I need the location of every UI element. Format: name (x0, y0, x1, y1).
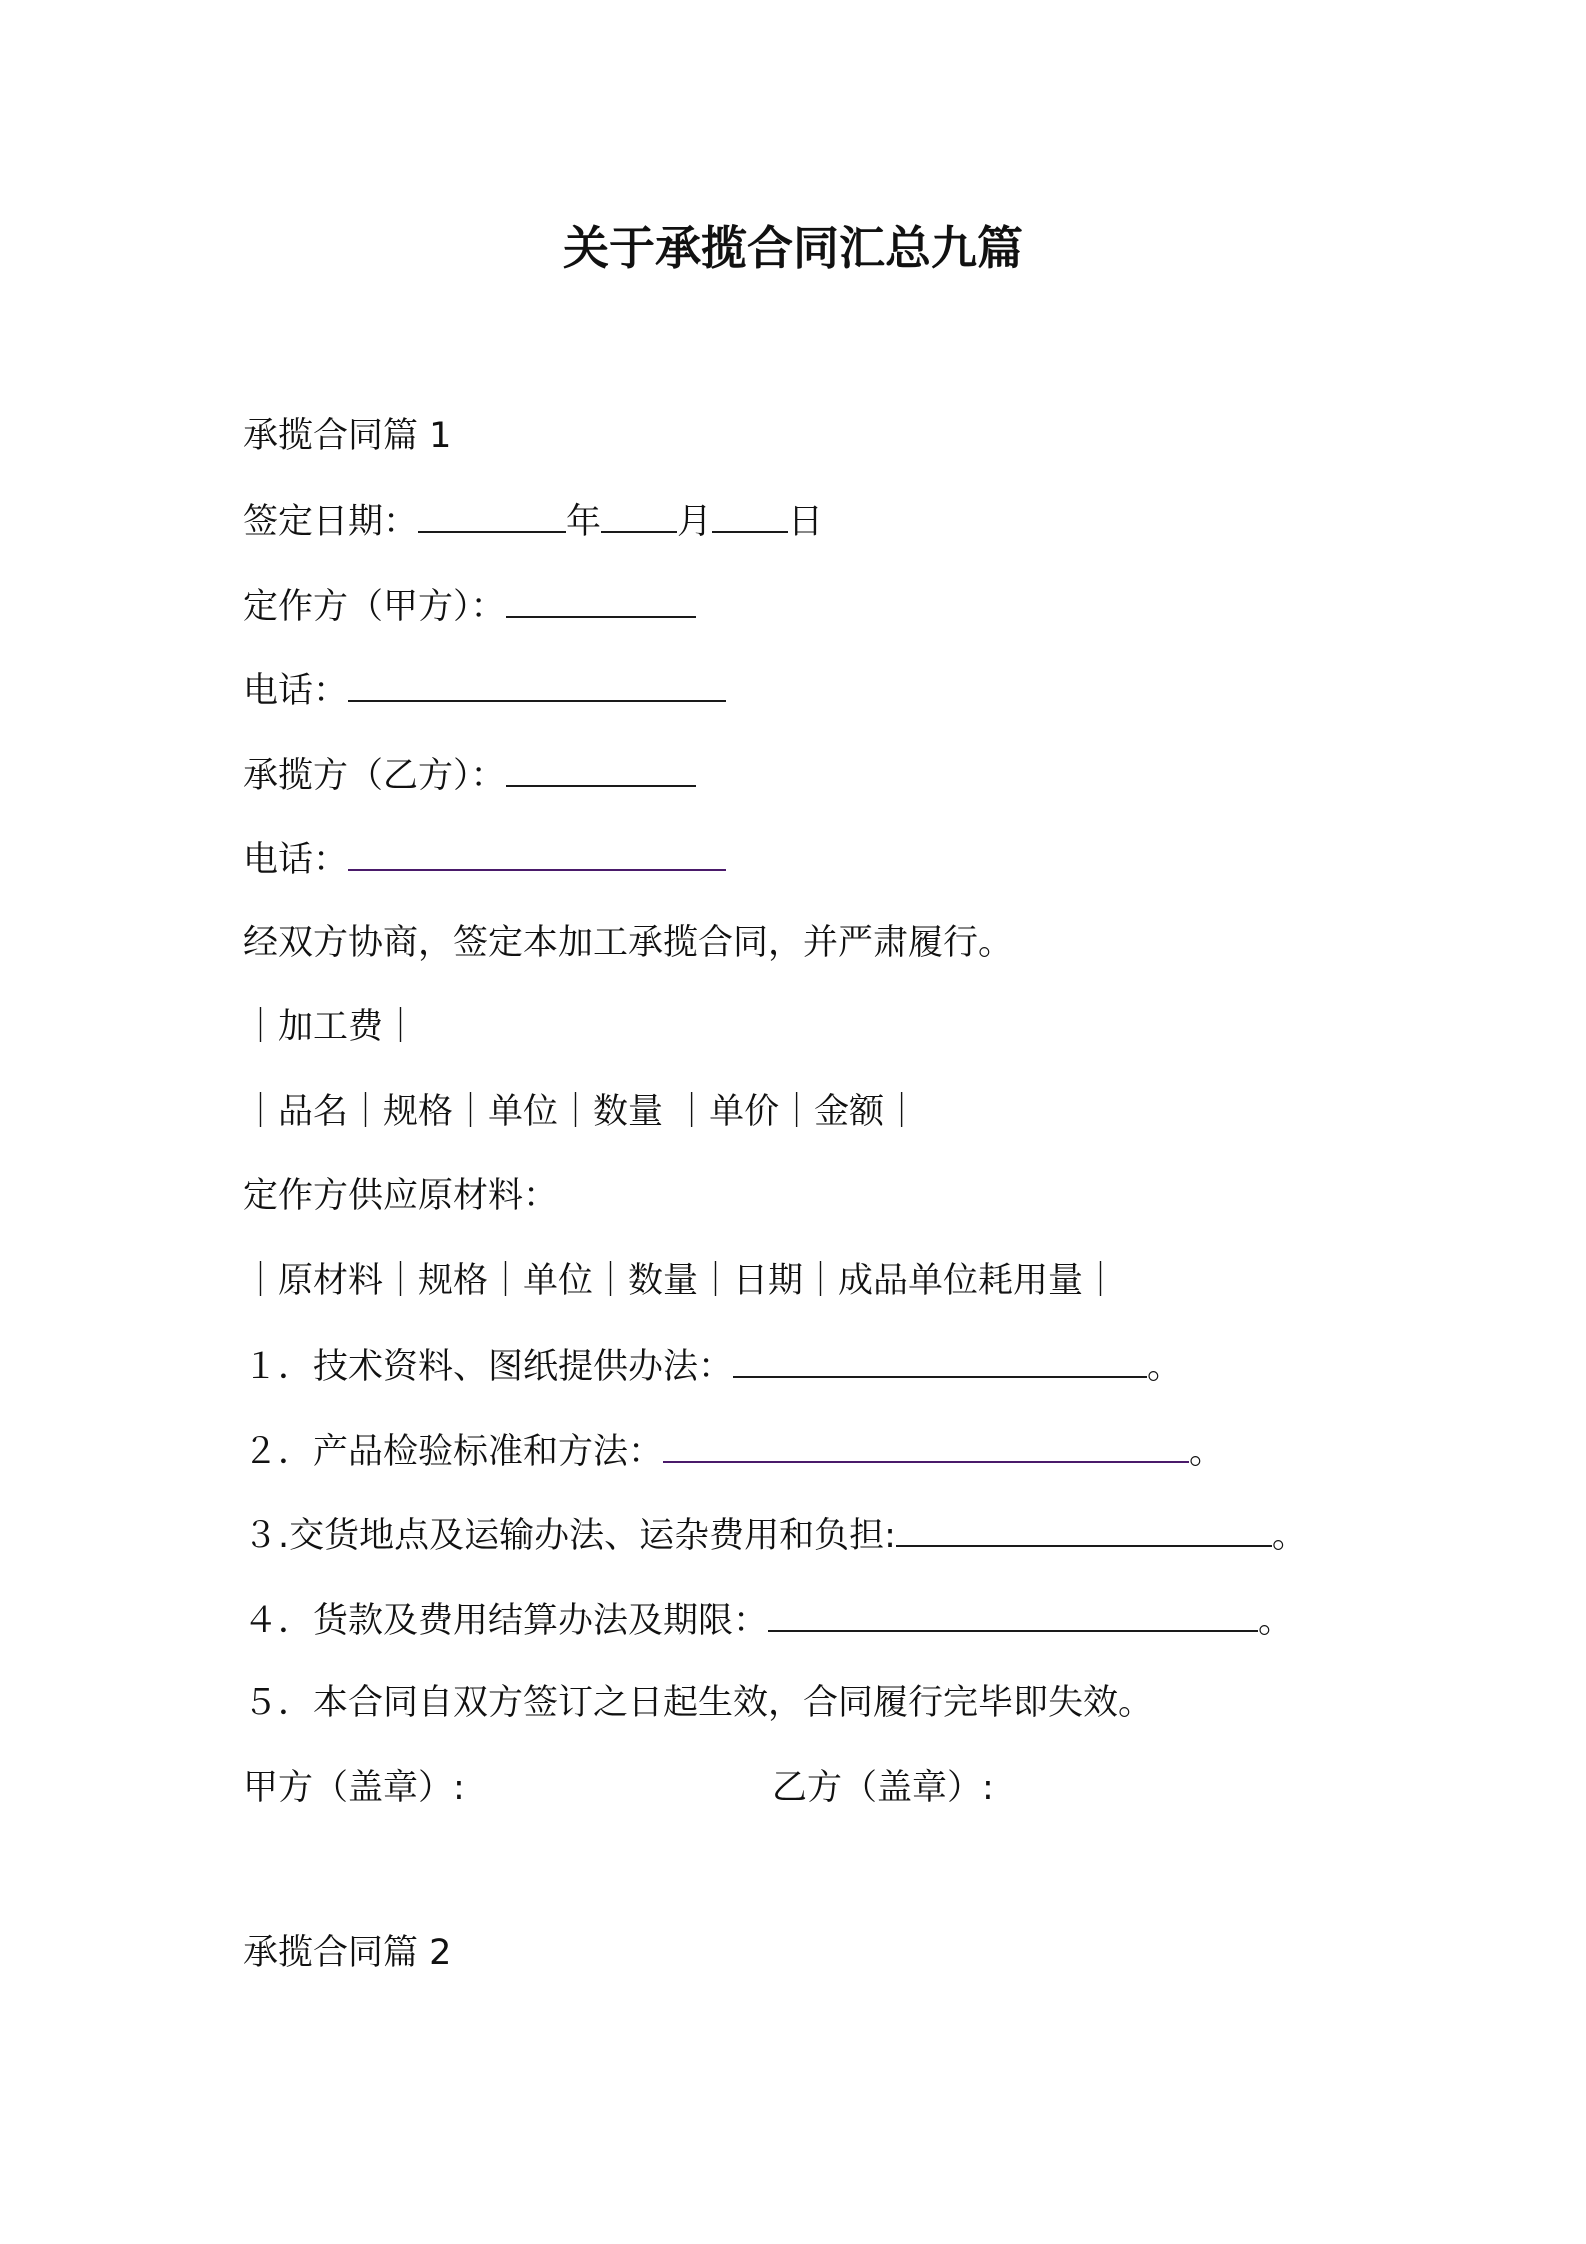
section-heading-2: 承揽合同篇 2 (243, 1933, 452, 1973)
party-b-label: 承揽方（乙方）： (243, 756, 506, 796)
clause-1-blank (733, 1342, 1147, 1378)
clause-2-text: ２．产品检验标准和方法： (243, 1432, 664, 1472)
party-a-blank (506, 582, 696, 618)
clause-3-blank (896, 1511, 1272, 1547)
clause-2 (243, 1427, 1224, 1475)
phone-b-blank (348, 835, 726, 871)
party-a-label: 定作方（甲方）： (243, 587, 506, 627)
sign-date-year-label: 年 (566, 502, 602, 542)
fee-table-header: ｜加工费｜ (243, 1007, 419, 1047)
phone-a-label: 电话： (243, 671, 349, 711)
materials-table-columns: ｜原材料｜规格｜单位｜数量｜日期｜成品单位耗用量｜ (243, 1261, 1119, 1301)
section-heading-1: 承揽合同篇 1 (243, 416, 452, 456)
seal-a: 甲方（盖章）: (243, 1768, 465, 1808)
party-a-line (243, 582, 696, 630)
sign-date-day-label: 日 (788, 502, 824, 542)
materials-label: 定作方供应原材料： (243, 1176, 559, 1216)
sign-date-year-blank (418, 497, 566, 533)
clause-4-end: 。 (1258, 1601, 1294, 1641)
party-b-blank (506, 751, 696, 787)
clause-4-blank (768, 1596, 1258, 1632)
clause-4 (243, 1596, 1293, 1644)
document-title: 关于承揽合同汇总九篇 (563, 221, 1023, 275)
sign-date-month-label: 月 (677, 502, 713, 542)
sign-date-line (243, 497, 823, 545)
clause-2-blank (663, 1427, 1189, 1463)
party-b-line (243, 751, 696, 799)
clause-3-end: 。 (1271, 1516, 1307, 1556)
clause-3-text: ３.交货地点及运输办法、运杂费用和负担: (243, 1516, 896, 1556)
sign-date-label: 签定日期： (243, 502, 419, 542)
clause-1-end: 。 (1147, 1347, 1183, 1387)
phone-a-blank (348, 666, 726, 702)
clause-5-text: ５．本合同自双方签订之日起生效，合同履行完毕即失效。 (243, 1683, 1154, 1723)
intro-paragraph: 经双方协商，签定本加工承揽合同，并严肃履行。 (243, 923, 1014, 963)
phone-b-line (243, 835, 726, 883)
clause-2-end: 。 (1189, 1432, 1225, 1472)
clause-3 (243, 1511, 1307, 1559)
clause-1-text: １．技术资料、图纸提供办法： (243, 1347, 734, 1387)
seal-b: 乙方（盖章）: (772, 1768, 994, 1808)
clause-4-text: ４．货款及费用结算办法及期限： (243, 1601, 769, 1641)
fee-table-columns: ｜品名｜规格｜单位｜数量 ｜单价｜金额｜ (243, 1092, 920, 1132)
phone-a-line (243, 666, 726, 714)
phone-b-label: 电话： (243, 840, 349, 880)
clause-5 (243, 1680, 1153, 1726)
sign-date-month-blank (601, 497, 677, 533)
clause-1 (243, 1342, 1182, 1390)
sign-date-day-blank (712, 497, 788, 533)
